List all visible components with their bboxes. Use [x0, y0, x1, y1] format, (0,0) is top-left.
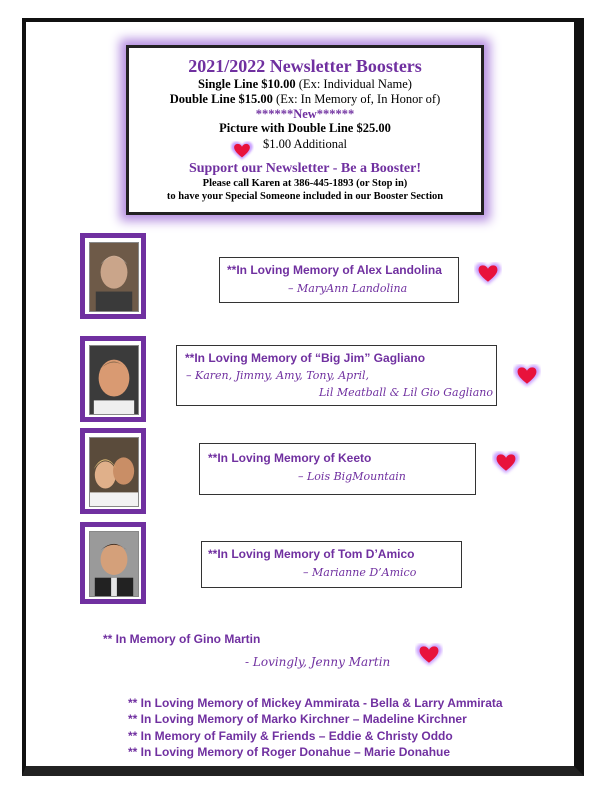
double-line-example: (Ex: In Memory of, In Honor of) — [272, 92, 441, 106]
heart-additional: $1.00 Additional — [262, 137, 348, 151]
single-line-booster: ** In Loving Memory of Mickey Ammirata - Bella & Larry Ammirata — [128, 696, 503, 710]
support-heading: Support our Newsletter - Be a Booster! — [188, 161, 421, 176]
picture-offer: Picture with Double Line $25.00 — [219, 121, 391, 135]
single-line-label: Single Line $10.00 — [198, 77, 296, 91]
single-line-booster: ** In Loving Memory of Marko Kirchner – Madeline Kirchner — [128, 712, 467, 726]
heart-icon — [513, 364, 541, 388]
booster-signature-line2: Lil Meatball & Lil Gio Gagliano — [319, 386, 493, 399]
heart-icon — [492, 451, 520, 475]
booster-card — [199, 443, 476, 495]
photo-big-jim-gagliano — [80, 336, 146, 422]
call-line: Please call Karen at 386-445-1893 (or Stop in) — [202, 178, 408, 189]
photo-alex-landolina — [80, 233, 146, 319]
single-line-booster: ** In Loving Memory of Roger Donahue – Marie Donahue — [128, 745, 451, 759]
heart-additional-line — [129, 136, 481, 152]
photo-tom-damico — [80, 522, 146, 604]
booster-title: **In Loving Memory of Alex Landolina — [227, 263, 442, 277]
new-banner: ******New****** — [255, 107, 355, 121]
booster-card — [176, 345, 497, 406]
single-line-booster: ** In Memory of Family & Friends – Eddie & Christy Oddo — [128, 729, 453, 743]
single-line-price — [129, 77, 481, 92]
newsletter-title: 2021/2022 Newsletter Boosters — [188, 56, 422, 76]
booster-signature: – Lois BigMountain — [298, 470, 406, 483]
booster-title: **In Loving Memory of “Big Jim” Gagliano — [185, 351, 426, 365]
heart-icon — [415, 643, 443, 667]
gino-title: ** In Memory of Gino Martin — [103, 632, 261, 646]
booster-title: **In Loving Memory of Keeto — [208, 451, 372, 465]
double-line-price — [129, 92, 481, 107]
gino-signature: - Lovingly, Jenny Martin — [245, 655, 391, 669]
booster-signature: – Marianne D’Amico — [303, 566, 417, 579]
booster-pricing-box — [126, 45, 484, 215]
heart-icon — [230, 141, 254, 161]
double-line-label: Double Line $15.00 — [169, 92, 273, 106]
booster-signature: – MaryAnn Landolina — [288, 282, 408, 295]
heart-icon — [474, 262, 502, 286]
include-line: to have your Special Someone included in our Booster Section — [166, 191, 444, 202]
booster-card — [219, 257, 459, 303]
booster-signature-line1: – Karen, Jimmy, Amy, Tony, April, — [186, 369, 369, 382]
booster-title: **In Loving Memory of Tom D’Amico — [208, 547, 415, 561]
single-line-example: (Ex: Individual Name) — [295, 77, 412, 91]
photo-keeto — [80, 428, 146, 514]
booster-card — [201, 541, 462, 588]
